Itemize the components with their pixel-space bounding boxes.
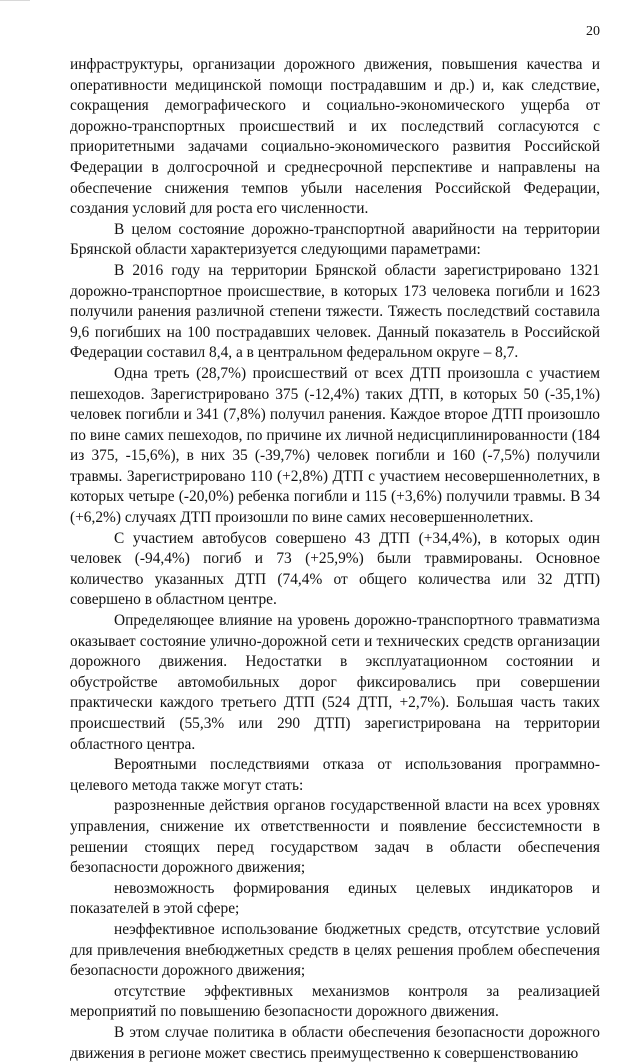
paragraph-pedestrians: Одна треть (28,7%) происшествий от всех ДТП произошла с участием пешеходов. Зарегистрировано 375 (-12,4%) таких ДТП, в которых 50 (-35,1%) человек погибли и 341 (7,8%) получил ранения. Каждое второе ДТП произошло по вине самих пешеходов, по причине их личной недисциплинированности (184 из 375, -15,6%), в них 35 (-39,7%) человек погибли и 160 (-7,5%) получили травмы. Зарегистрировано 110 (+2,8%) ДТП с участием несовершеннолетних, в которых четыре (-20,0%) ребенка погибли и 115 (+3,6%) получили травмы. В 34 (+6,2%) случаях ДТП произошли по вине самих несовершеннолетних. — [70, 364, 600, 527]
list-item-fragmented-actions: разрозненные действия органов государственной власти на всех уровнях управления, снижение их ответственности и появление бессистемности в решении стоящих перед государством задач в области обеспечения безопасности дорожного движения; — [70, 797, 600, 877]
paragraph-accident-overview: В целом состояние дорожно-транспортной аварийности на территории Брянской области характеризуется следующими параметрами: — [70, 220, 600, 259]
scan-edge-mark — [0, 0, 30, 4]
page-number: 20 — [586, 24, 600, 39]
paragraph-road-conditions: Определяющее влияние на уровень дорожно-транспортного травматизма оказывает состояние улично-дорожной сети и технических средств организации дорожного движения. Недостатки в эксплуатационном состоянии и обустройстве автомобильных дорог фиксировались при совершении практически каждого третьего ДТП (524 ДТП, +2,7%). Большая часть таких происшествий (55,3% или 290 ДТП) зарегистрирована на территории областного центра. — [70, 612, 600, 753]
document-body — [70, 55, 600, 1064]
paragraph-consequences-intro: Вероятными последствиями отказа от использования программно-целевого метода также могут стать: — [70, 756, 600, 794]
paragraph-buses: С участием автобусов совершено 43 ДТП (+34,4%), в которых один человек (-94,4%) погиб и 73 (+25,9%) были травмированы. Основное количество указанных ДТП (74,4% от общего количества или 32 ДТП) совершено в областном центре. — [70, 529, 600, 609]
list-item-budget: неэффективное использование бюджетных средств, отсутствие условий для привлечения внебюджетных средств в целях решения проблем обеспечения безопасности дорожного движения; — [70, 920, 600, 980]
paragraph-policy-conclusion: В этом случае политика в области обеспечения безопасности дорожного движения в регионе может свестись преимущественно к совершенствованию — [70, 1023, 600, 1062]
list-item-control: отсутствие эффективных механизмов контроля за реализацией мероприятий по повышению безопасности дорожного движения. — [70, 982, 600, 1021]
list-item-indicators: невозможность формирования единых целевых индикаторов и показателей в этой сфере; — [70, 879, 600, 918]
paragraph-continuation: инфраструктуры, организации дорожного движения, повышения качества и оперативности медицинской помощи пострадавшим и др.) и, как следствие, сокращения демографического и социально-экономического ущерба от дорожно-транспортных происшествий и их последствий согласуются с приоритетными задачами социально-экономического развития Российской Федерации в долгосрочной и среднесрочной перспективе и направлены на обеспечение снижения темпов убыли населения Российской Федерации, создания условий для роста его численности. — [70, 56, 600, 218]
paragraph-2016-statistics: В 2016 году на территории Брянской области зарегистрировано 1321 дорожно-транспортное происшествие, в которых 173 человека погибли и 1623 получили ранения различной степени тяжести. Тяжесть последствий составила 9,6 погибших на 100 пострадавших человек. Данный показатель в Российской Федерации составил 8,4, а в центральном федеральном округе – 8,7. — [70, 261, 600, 362]
